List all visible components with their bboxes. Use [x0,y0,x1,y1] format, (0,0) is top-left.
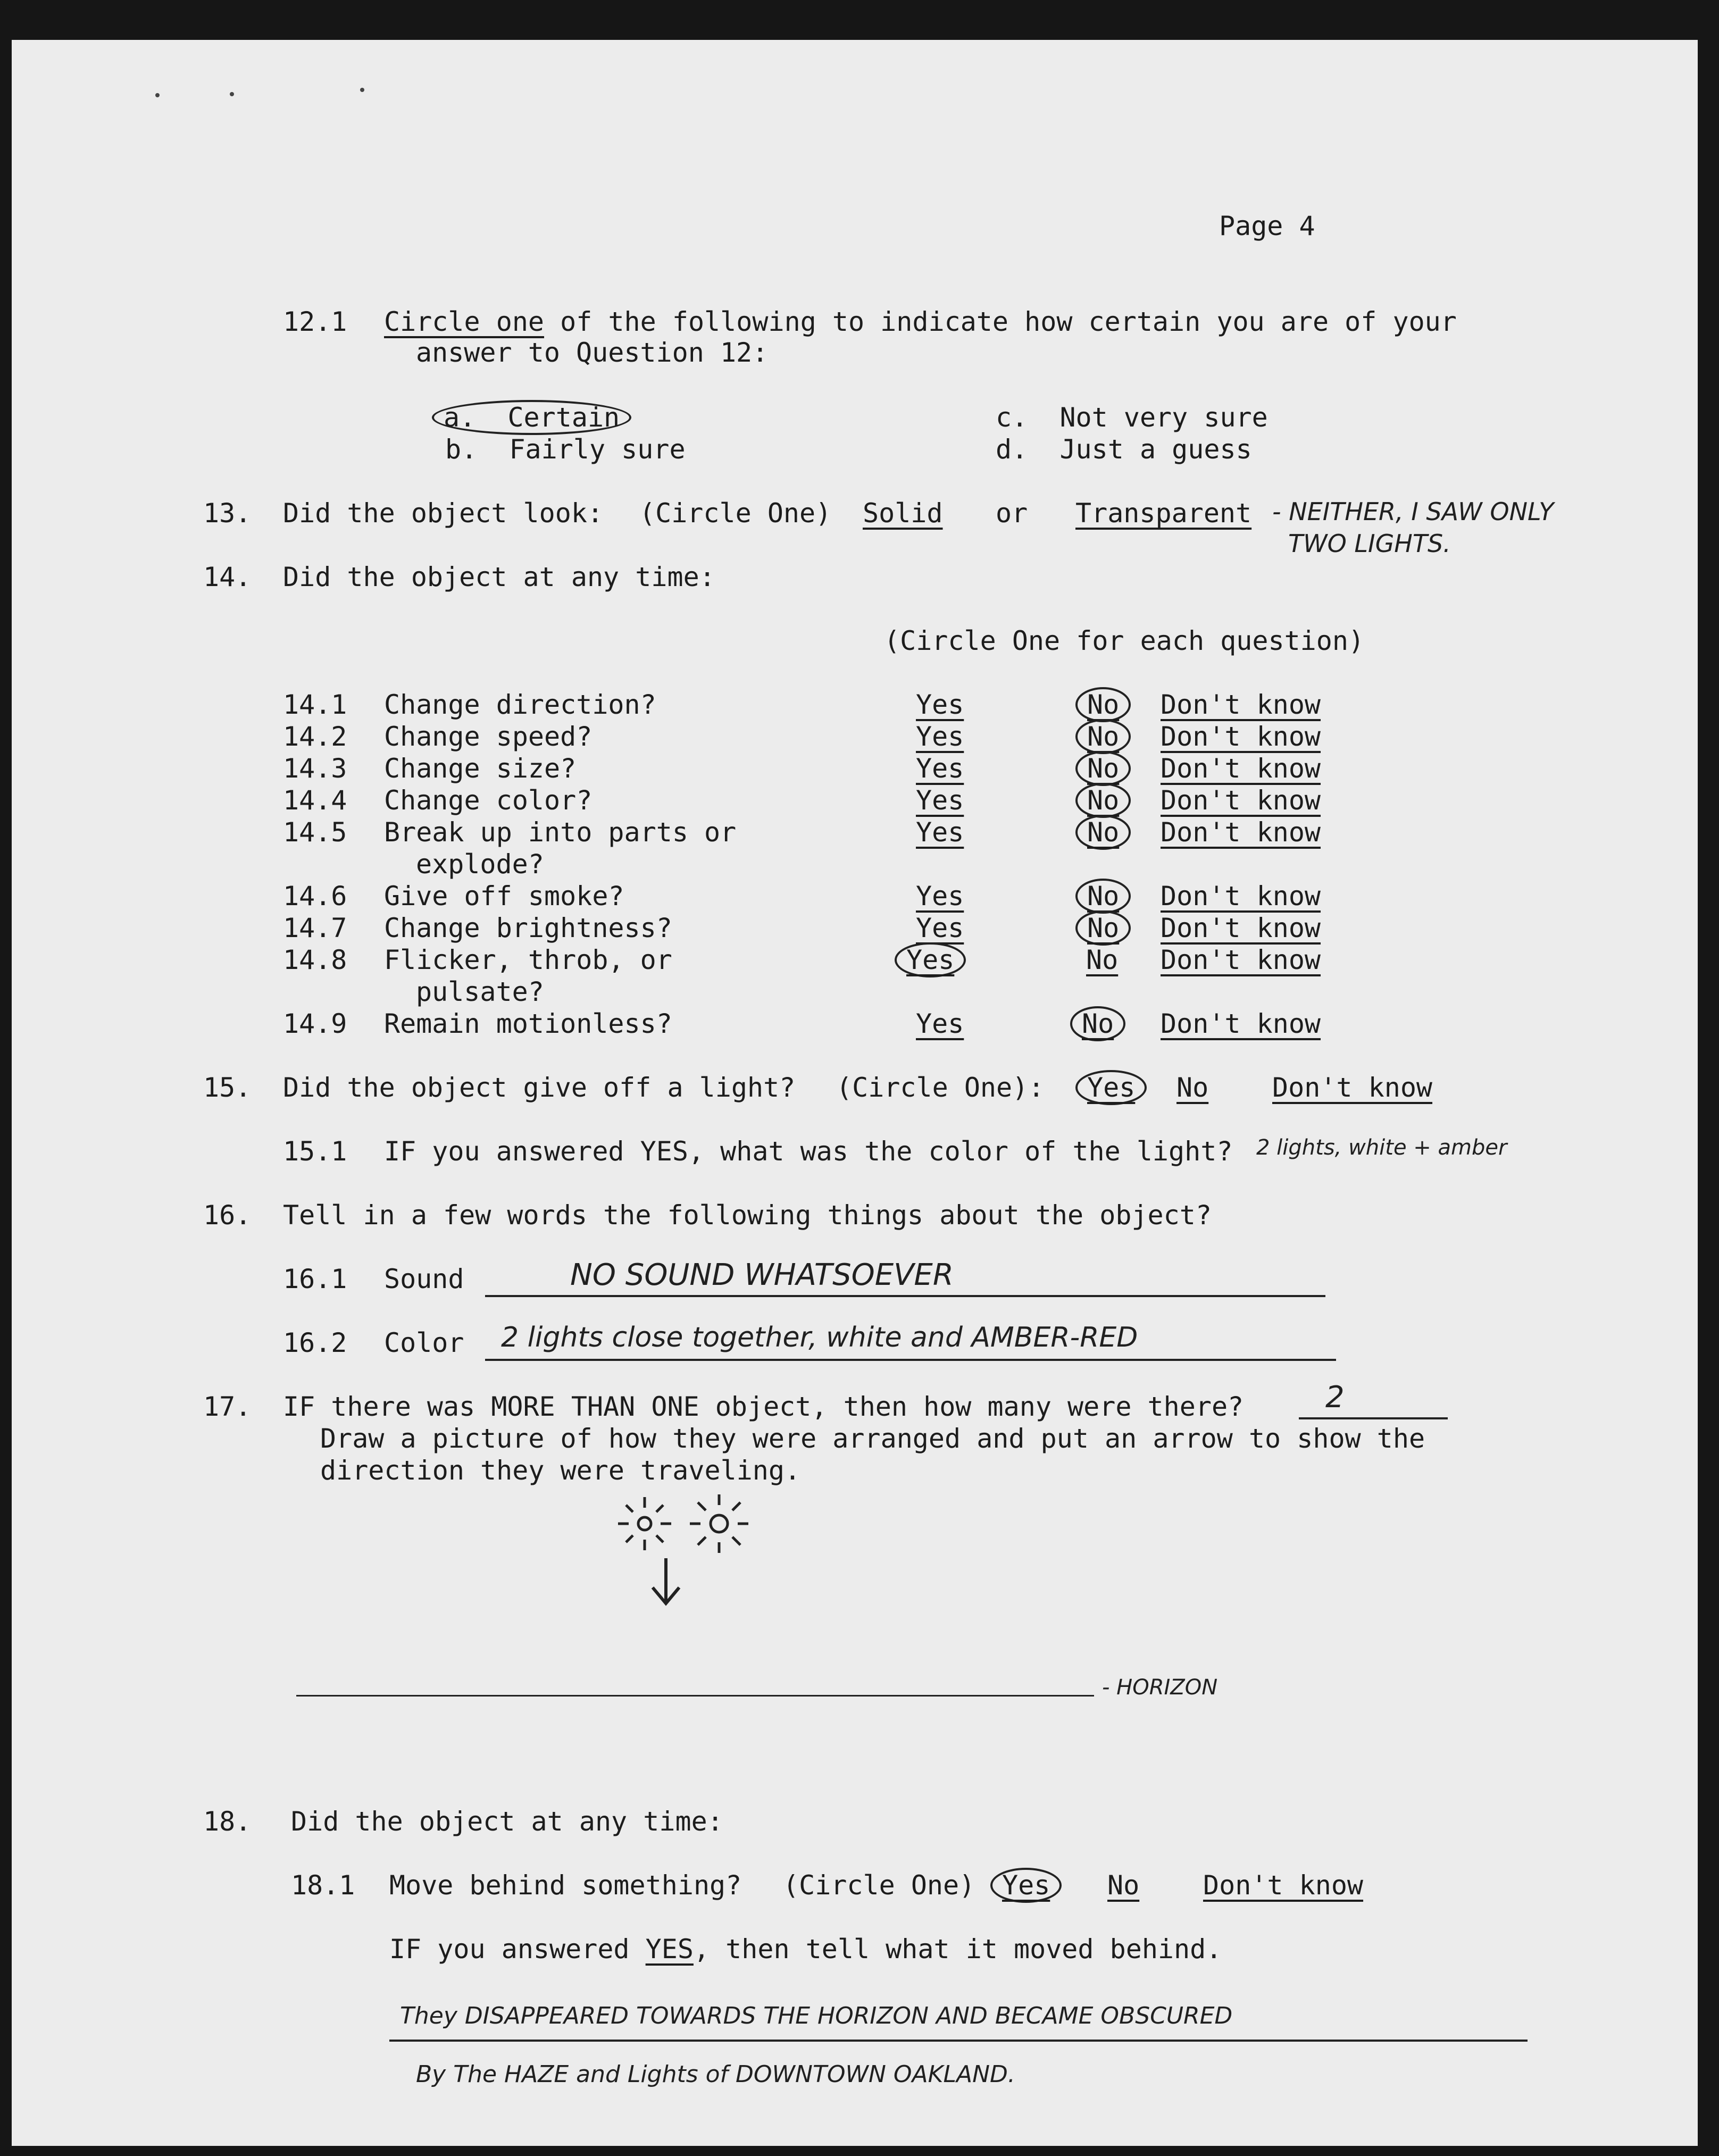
yes-option: Yes [916,785,964,816]
option-letter: a. [444,402,476,433]
if-text-b: , then tell what it moved behind. [693,1934,1222,1965]
dont-know-option: Don't know [1161,753,1321,784]
option-label: Fairly sure [509,434,686,465]
q12-1-circle-one: Circle one [384,306,545,337]
light-2-icon [690,1494,748,1553]
yes-option: Yes [916,817,964,848]
dont-know-option: Don't know [1161,721,1321,752]
q17-text-1: IF there was MORE THAN ONE object, then how many were there? [283,1391,1244,1422]
q16-1-number: 16.1 [283,1264,347,1294]
no-option: No [1086,945,1119,975]
q15-circle-one: (Circle One): [836,1072,1045,1103]
horizon-label: - HORIZON [1102,1675,1218,1700]
option-label: Certain [507,402,620,433]
q18-number: 18. [203,1806,252,1837]
dont-know-option: Don't know [1161,689,1321,720]
yes-option: Yes [916,913,964,943]
no-option-circled [1075,816,1131,848]
q14-8-number: 14.8 [283,945,347,975]
q18-answer-2: By The HAZE and Lights of DOWNTOWN OAKLAND. [416,2061,1015,2088]
q18-answer-1: They DISAPPEARED TOWARDS THE HORIZON AND BECAME OBSCURED [400,2002,1233,2029]
option-label: Just a guess [1059,434,1252,465]
q13-number: 13. [203,498,252,529]
q17-text-2: Draw a picture of how they were arranged and put an arrow to show the [320,1423,1425,1454]
q18-no: No [1107,1870,1140,1901]
q14-7-question: Change brightness? [384,913,672,943]
no-option: No [1075,719,1131,754]
q18-dont-know: Don't know [1203,1870,1364,1901]
speck [155,93,160,97]
dont-know-option: Don't know [1161,785,1321,816]
q12-1-text-rest: of the following to indicate how certain you are of your [544,306,1457,337]
q17-number: 17. [203,1391,252,1422]
no-option: No [1070,1006,1125,1041]
q16-number: 16. [203,1200,252,1231]
q16-1-answer: NO SOUND WHATSOEVER [570,1258,954,1292]
q13-transparent: Transparent [1075,498,1252,529]
q17-count: 2 [1325,1380,1345,1415]
q14-9-question: Remain motionless? [384,1008,672,1039]
q18-yes-circled [990,1869,1062,1901]
q14-3-number: 14.3 [283,753,347,784]
page-number: Page 4 [1219,211,1315,241]
q15-1-text: IF you answered YES, what was the color of the light? [384,1136,1233,1167]
q18-if-text [389,1933,1222,1965]
yes-option-circled [895,944,966,976]
objects-sketch [597,1486,767,1625]
q14-4-number: 14.4 [283,785,347,816]
q14-number: 14. [203,562,252,592]
yes-option: Yes [1075,1070,1147,1105]
yes-option: Yes [916,689,964,720]
q12-1-text-2: answer to Question 12: [416,337,769,368]
no-option-circled [1075,912,1131,944]
no-option: No [1075,910,1131,946]
q14-8-question: Flicker, throb, or [384,945,672,975]
q18-text: Did the object at any time: [291,1806,723,1837]
light-1-icon [618,1497,671,1550]
q12-1-option-c [996,402,1268,433]
q16-text: Tell in a few words the following things about the object? [283,1200,1212,1231]
q12-1-text [384,306,1457,338]
yes-option: Yes [990,1868,1062,1903]
q14-6-number: 14.6 [283,881,347,912]
q14-4-question: Change color? [384,785,593,816]
q15-dont-know: Don't know [1272,1072,1433,1103]
no-option-circled [1070,1008,1125,1040]
q15-number: 15. [203,1072,252,1103]
form-page [12,40,1698,2146]
q15-1-number: 15.1 [283,1136,347,1167]
no-option-circled [1075,689,1131,721]
q16-2-number: 16.2 [283,1327,347,1358]
option-letter: c. [996,402,1028,433]
dont-know-option: Don't know [1161,881,1321,912]
option-letter: d. [996,434,1028,465]
q14-3-question: Change size? [384,753,577,784]
q13-handwritten-2: TWO LIGHTS. [1288,529,1451,558]
q14-9-number: 14.9 [283,1008,347,1039]
yes-option: Yes [916,721,964,752]
dont-know-option: Don't know [1161,913,1321,943]
q18-1-text: Move behind something? [389,1870,742,1901]
dont-know-option: Don't know [1161,1008,1321,1039]
arrow-down-icon [653,1558,679,1603]
q14-5-question-2: explode? [416,849,544,880]
q16-1-label: Sound [384,1264,464,1294]
q12-1-option-d [996,433,1252,465]
q12-1-option-a [432,402,631,433]
no-option: No [1075,815,1131,850]
q13-or: or [996,498,1028,529]
q15-no: No [1176,1072,1209,1103]
no-option-circled [1075,880,1131,912]
no-option: No [1075,783,1131,818]
yes-option: Yes [916,753,964,784]
q14-2-question: Change speed? [384,721,593,752]
q12-1-number: 12.1 [283,306,347,337]
speck [360,88,364,92]
q14-5-number: 14.5 [283,817,347,848]
yes-option: Yes [916,1008,964,1039]
q15-1-answer: 2 lights, white + amber [1256,1135,1507,1160]
q15-text: Did the object give off a light? [283,1072,796,1103]
no-option: No [1075,687,1131,722]
dont-know-option: Don't know [1161,945,1321,975]
q15-yes-circled [1075,1072,1147,1104]
no-option: No [1075,879,1131,914]
if-text-a: IF you answered [389,1934,646,1965]
q18-1-circle-one: (Circle One) [783,1870,975,1901]
q13-text: Did the object look: [283,498,604,529]
q13-solid: Solid [863,498,943,529]
option-letter: b. [445,434,478,465]
dont-know-option: Don't know [1161,817,1321,848]
q18-1-number: 18.1 [291,1870,355,1901]
yes-option: Yes [895,942,966,977]
yes-option: Yes [916,881,964,912]
answer-line [485,1359,1336,1361]
q12-1-option-b [445,433,686,465]
q16-2-label: Color [384,1327,464,1358]
no-option-circled [1075,721,1131,753]
if-text-yes: YES [645,1934,694,1965]
q14-1-number: 14.1 [283,689,347,720]
q14-2-number: 14.2 [283,721,347,752]
option-label: Not very sure [1059,402,1268,433]
q14-6-question: Give off smoke? [384,881,624,912]
no-option-circled [1075,784,1131,816]
q13-handwritten-1: - NEITHER, I SAW ONLY [1272,497,1554,526]
q14-5-question: Break up into parts or [384,817,737,848]
speck [230,92,234,96]
q17-text-3: direction they were traveling. [320,1455,801,1486]
q16-2-answer: 2 lights close together, white and AMBER-RED [501,1322,1138,1353]
no-option-circled [1075,753,1131,784]
q14-7-number: 14.7 [283,913,347,943]
answer-line [1299,1417,1448,1419]
q14-text: Did the object at any time: [283,562,715,592]
q14-circle-each: (Circle One for each question) [884,625,1365,656]
horizon-line [296,1695,1094,1697]
q14-1-question: Change direction? [384,689,656,720]
q13-circle-one: (Circle One) [639,498,832,529]
answer-line [485,1295,1325,1297]
answer-line [389,2040,1528,2042]
no-option: No [1075,751,1131,786]
q14-8-question-2: pulsate? [416,976,544,1007]
